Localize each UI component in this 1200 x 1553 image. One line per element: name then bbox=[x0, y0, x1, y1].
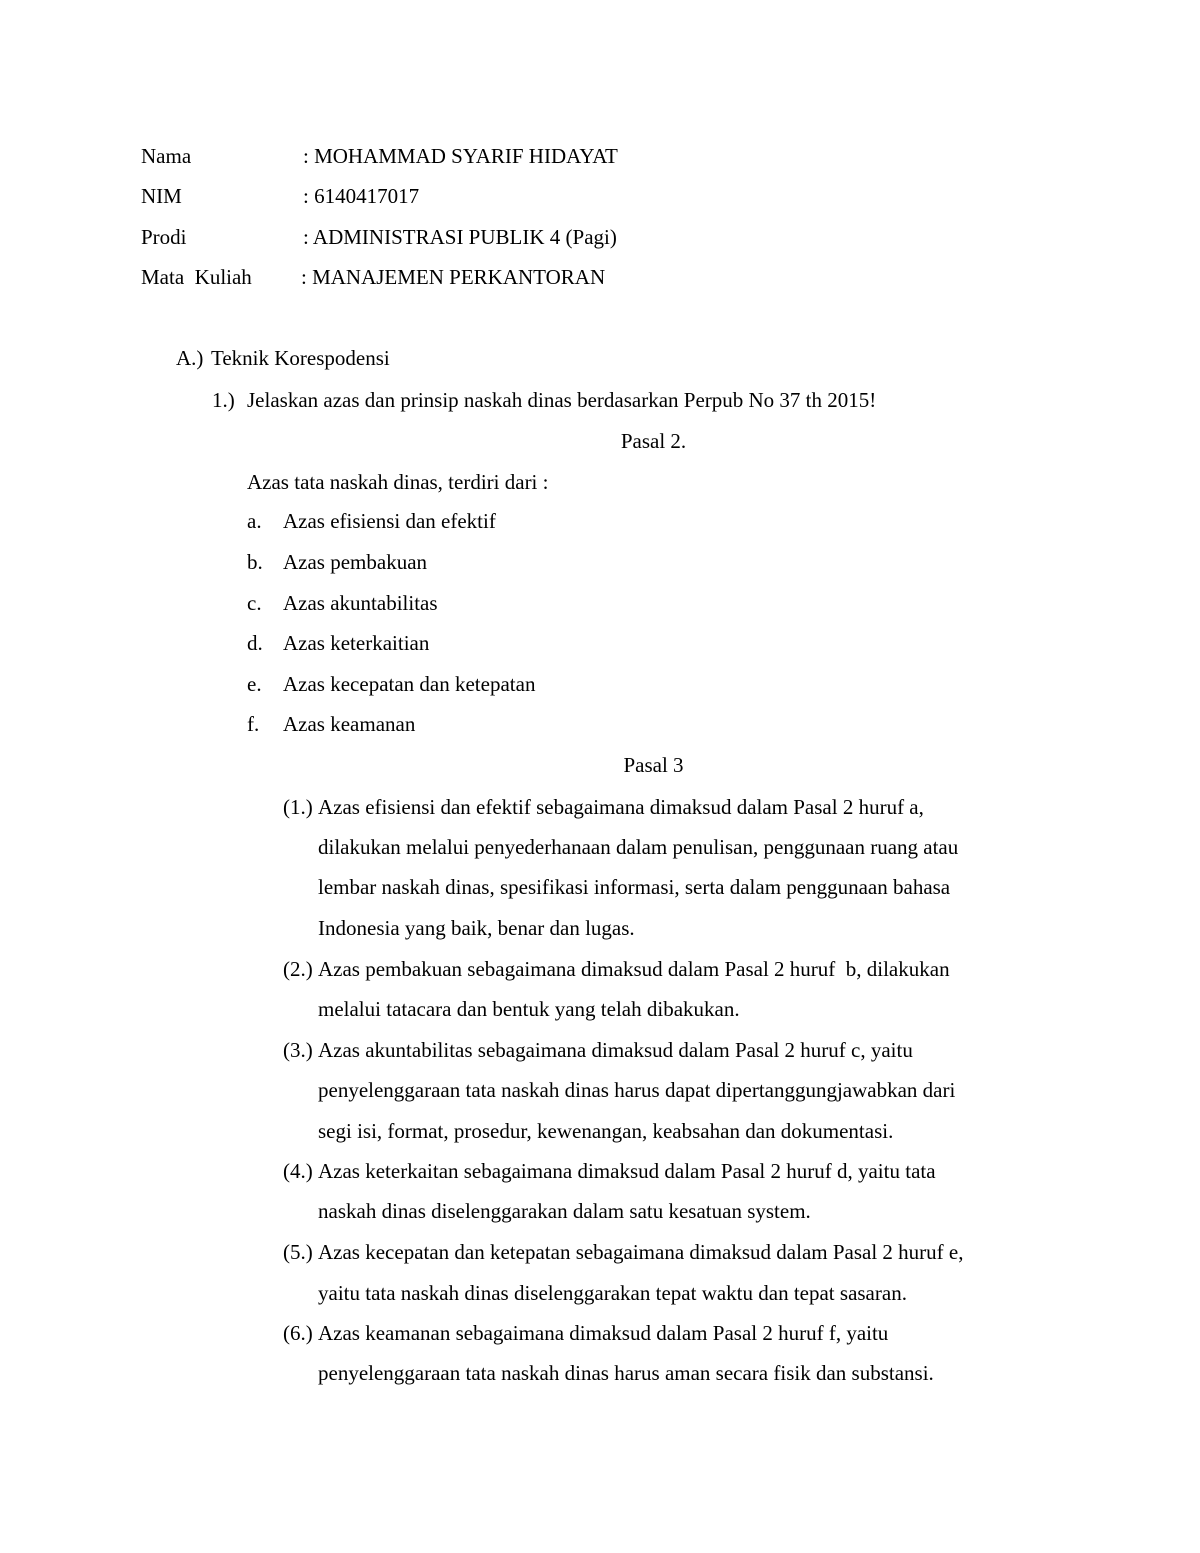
list-item-text: Azas pembakuan bbox=[283, 550, 428, 574]
pasal3-item-line: Indonesia yang baik, benar dan lugas. bbox=[318, 916, 635, 940]
pasal3-item-line: Azas pembakuan sebagaimana dimaksud dalam Pasal 2 huruf b, dilakukan bbox=[318, 957, 950, 981]
header-label-prodi: Prodi bbox=[141, 225, 187, 249]
list-item-text: Azas kecepatan dan ketepatan bbox=[283, 672, 536, 696]
pasal3-item-number: (5.) bbox=[283, 1240, 313, 1264]
pasal3-item-line: naskah dinas diselenggarakan dalam satu kesatuan system. bbox=[318, 1199, 811, 1223]
pasal3-item-line: Azas kecepatan dan ketepatan sebagaimana dimaksud dalam Pasal 2 huruf e, bbox=[318, 1240, 964, 1264]
list-item-letter: a. bbox=[247, 509, 262, 533]
header-label-nama: Nama bbox=[141, 144, 192, 168]
header-value-mata-kuliah: : MANAJEMEN PERKANTORAN bbox=[301, 265, 606, 289]
list-item-letter: c. bbox=[247, 591, 262, 615]
pasal3-heading: Pasal 3 bbox=[623, 753, 684, 777]
pasal2-heading: Pasal 2. bbox=[620, 429, 687, 453]
question-number: 1.) bbox=[212, 388, 235, 412]
section-label: A.) bbox=[176, 346, 204, 370]
pasal3-item-line: Azas akuntabilitas sebagaimana dimaksud dalam Pasal 2 huruf c, yaitu bbox=[318, 1038, 913, 1062]
pasal2-intro: Azas tata naskah dinas, terdiri dari : bbox=[247, 470, 549, 494]
pasal3-item-line: Azas efisiensi dan efektif sebagaimana dimaksud dalam Pasal 2 huruf a, bbox=[318, 795, 924, 819]
section-title: Teknik Korespodensi bbox=[211, 346, 390, 370]
list-item-text: Azas keamanan bbox=[283, 712, 416, 736]
list-item-letter: f. bbox=[247, 712, 260, 736]
pasal3-item-number: (3.) bbox=[283, 1038, 313, 1062]
header-label-nim: NIM bbox=[141, 184, 182, 208]
pasal3-item-line: lembar naskah dinas, spesifikasi informasi, serta dalam penggunaan bahasa bbox=[318, 875, 951, 899]
pasal3-item-line: Azas keamanan sebagaimana dimaksud dalam Pasal 2 huruf f, yaitu bbox=[318, 1321, 889, 1345]
header-value-prodi: : ADMINISTRASI PUBLIK 4 (Pagi) bbox=[303, 225, 617, 249]
header-value-nim: : 6140417017 bbox=[303, 184, 420, 208]
pasal3-item-line: yaitu tata naskah dinas diselenggarakan tepat waktu dan tepat sasaran. bbox=[318, 1281, 907, 1305]
pasal3-item-number: (6.) bbox=[283, 1321, 313, 1345]
list-item-letter: b. bbox=[247, 550, 263, 574]
pasal3-item-line: Azas keterkaitan sebagaimana dimaksud dalam Pasal 2 huruf d, yaitu tata bbox=[318, 1159, 936, 1183]
list-item-letter: e. bbox=[247, 672, 262, 696]
list-item-text: Azas keterkaitian bbox=[283, 631, 430, 655]
list-item-letter: d. bbox=[247, 631, 263, 655]
pasal3-item-line: penyelenggaraan tata naskah dinas harus aman secara fisik dan substansi. bbox=[318, 1361, 934, 1385]
pasal3-item-line: segi isi, format, prosedur, kewenangan, keabsahan dan dokumentasi. bbox=[318, 1119, 894, 1143]
pasal3-item-line: penyelenggaraan tata naskah dinas harus dapat dipertanggungjawabkan dari bbox=[318, 1078, 956, 1102]
pasal3-item-line: dilakukan melalui penyederhanaan dalam penulisan, penggunaan ruang atau bbox=[318, 835, 959, 859]
pasal3-item-line: melalui tatacara dan bentuk yang telah dibakukan. bbox=[318, 997, 740, 1021]
list-item-text: Azas efisiensi dan efektif bbox=[283, 509, 496, 533]
header-label-mata-kuliah: Mata Kuliah bbox=[141, 265, 252, 289]
pasal3-item-number: (4.) bbox=[283, 1159, 313, 1183]
pasal3-item-number: (2.) bbox=[283, 957, 313, 981]
header-value-nama: : MOHAMMAD SYARIF HIDAYAT bbox=[303, 144, 618, 168]
question-text: Jelaskan azas dan prinsip naskah dinas berdasarkan Perpub No 37 th 2015! bbox=[247, 388, 877, 412]
pasal3-item-number: (1.) bbox=[283, 795, 313, 819]
list-item-text: Azas akuntabilitas bbox=[283, 591, 438, 615]
